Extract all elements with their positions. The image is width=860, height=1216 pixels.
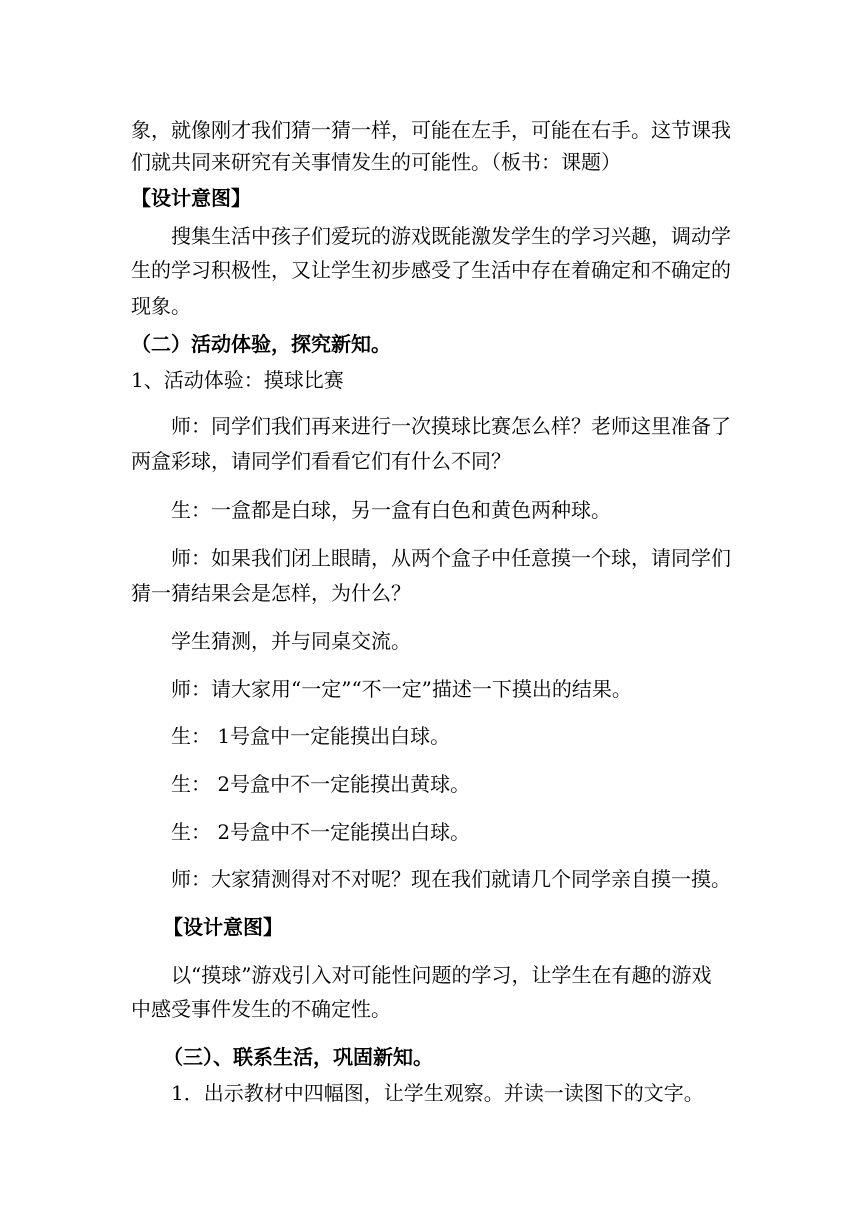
text-line: 师：请大家用“一定”“不一定”描述一下摸出的结果。 (171, 677, 632, 701)
text-line: 象，就像刚才我们猜一猜一样，可能在左手，可能在右手。这节课我 (131, 118, 731, 142)
text-line: 猜一猜结果会是怎样，为什么？ (131, 581, 411, 605)
text-line: 现象。 (131, 294, 191, 318)
section-heading-design-intent: 【设计意图】 (163, 915, 283, 939)
text-line: 师：大家猜测得对不对呢？现在我们就请几个同学亲自摸一摸。 (171, 867, 731, 891)
section-heading-design-intent: 【设计意图】 (131, 186, 251, 210)
subheading-activity: 1、活动体验：摸球比赛 (131, 368, 344, 392)
text-line: 以“摸球”游戏引入对可能性问题的学习，让学生在有趣的游戏 (171, 963, 712, 987)
text-line: 两盒彩球，请同学们看看它们有什么不同？ (131, 449, 511, 473)
text-line: 学生猜测，并与同桌交流。 (171, 629, 411, 653)
text-line: 搜集生活中孩子们爱玩的游戏既能激发学生的学习兴趣，调动学 (171, 224, 731, 248)
section-heading-3: （三）、联系生活，巩固新知。 (163, 1045, 433, 1069)
text-line: 生： 1号盒中一定能摸出白球。 (171, 724, 451, 748)
text-line: 师：同学们我们再来进行一次摸球比赛怎么样？老师这里准备了 (171, 414, 731, 438)
text-line: 师：如果我们闭上眼睛，从两个盒子中任意摸一个球，请同学们 (171, 546, 731, 570)
text-line: 生： 2号盒中不一定能摸出白球。 (171, 820, 471, 844)
text-line: 生：一盒都是白球，另一盒有白色和黄色两种球。 (171, 498, 611, 522)
text-line: 1．出示教材中四幅图，让学生观察。并读一读图下的文字。 (171, 1081, 704, 1105)
section-heading-2: （二）活动体验，探究新知。 (131, 332, 391, 356)
text-line: 生的学习积极性，又让学生初步感受了生活中存在着确定和不确定的 (131, 258, 731, 282)
text-line: 们就共同来研究有关事情发生的可能性。（板书：课题） (131, 150, 621, 174)
text-line: 中感受事件发生的不确定性。 (131, 997, 391, 1021)
text-line: 生： 2号盒中不一定能摸出黄球。 (171, 772, 471, 796)
